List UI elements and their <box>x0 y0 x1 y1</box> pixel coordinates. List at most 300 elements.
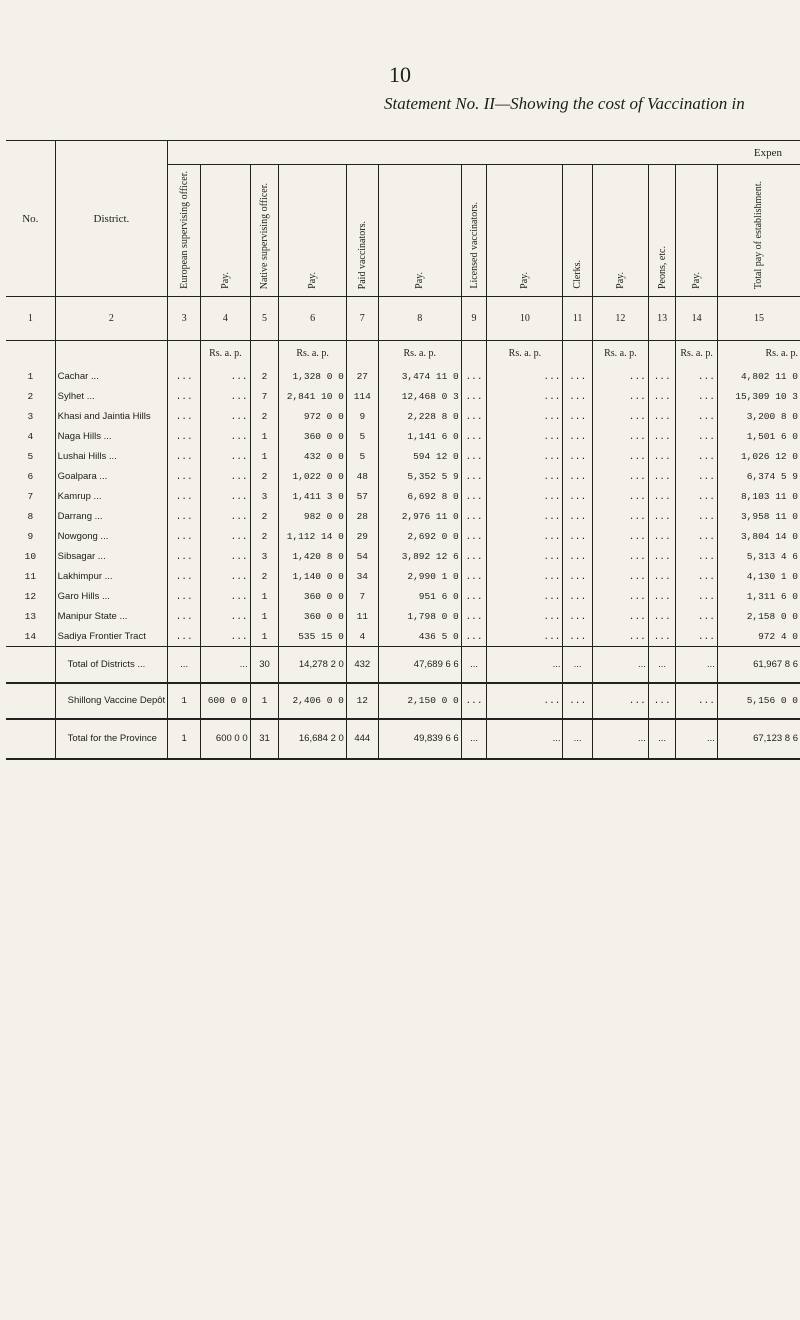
unit-label: Rs. a. p. <box>592 341 648 367</box>
column-heading-text: European supervising officer. <box>178 171 190 289</box>
cell-c12: ... <box>592 447 648 467</box>
district-name: Garo Hills ... <box>55 587 168 607</box>
unit-label: Rs. a. p. <box>201 341 251 367</box>
table-row <box>6 567 800 587</box>
table-row <box>6 607 800 627</box>
cell-c8: 1,141 6 0 <box>378 427 461 447</box>
cell-c3: ... <box>168 647 201 683</box>
column-heading <box>250 165 279 297</box>
cell-c8: 2,150 0 0 <box>378 683 461 719</box>
cell-c14: ... <box>676 407 718 427</box>
column-heading-text: Paid vaccinators. <box>356 220 368 289</box>
cell-c15: 61,967 8 6 <box>753 658 798 670</box>
column-number: 10 <box>487 297 563 341</box>
cell-c13: ... <box>648 447 675 467</box>
cell-c15: 3,958 11 0 <box>740 511 798 522</box>
column-number: 11 <box>563 297 592 341</box>
cell-c5: 1 <box>250 447 279 467</box>
cell-c7: 57 <box>346 487 378 507</box>
column-heading <box>487 165 563 297</box>
cell-c6: 14,278 2 0 <box>279 647 346 683</box>
cell-c11: ... <box>563 527 592 547</box>
cell-c6: 1,112 14 0 <box>279 527 346 547</box>
cell-c10: ... <box>487 387 563 407</box>
table-row <box>6 387 800 407</box>
column-heading-text: Pay. <box>414 272 426 289</box>
row-number: 6 <box>6 467 55 487</box>
table-row <box>6 527 800 547</box>
cell-c13: ... <box>648 719 675 759</box>
district-name: Total for the Province <box>55 719 168 759</box>
cell-c15: 1,026 12 0 <box>740 451 798 462</box>
cell-c12: ... <box>592 527 648 547</box>
cell-c12: ... <box>592 607 648 627</box>
cell-c11: ... <box>563 447 592 467</box>
cell-c15: 5,313 4 6 <box>746 551 798 562</box>
cell-c14: ... <box>676 427 718 447</box>
cell-c9: ... <box>461 387 487 407</box>
cell-c4: ... <box>201 527 251 547</box>
cell-c13: ... <box>648 567 675 587</box>
row-number: 9 <box>6 527 55 547</box>
cell-c15: 972 4 0 <box>758 630 798 642</box>
cell-c8: 2,692 0 0 <box>378 527 461 547</box>
cell-c12: ... <box>592 427 648 447</box>
cell-c8: 49,839 6 6 <box>378 719 461 759</box>
cell-c13: ... <box>648 467 675 487</box>
cell-c9: ... <box>461 547 487 567</box>
cell-c6: 1,140 0 0 <box>279 567 346 587</box>
column-number: 12 <box>592 297 648 341</box>
cell-c3: ... <box>168 607 201 627</box>
cell-c8: 2,976 11 0 <box>378 507 461 527</box>
cell-c14: ... <box>676 387 718 407</box>
cell-c6: 2,841 10 0 <box>279 387 346 407</box>
cell-c7: 11 <box>346 607 378 627</box>
cell-c7: 432 <box>346 647 378 683</box>
district-name: Khasi and Jaintia Hills <box>55 407 168 427</box>
cell-c4: ... <box>201 647 251 683</box>
district-name: Darrang ... <box>55 507 168 527</box>
cell-c6: 1,411 3 0 <box>279 487 346 507</box>
column-number: 5 <box>250 297 279 341</box>
cell-c7: 5 <box>346 427 378 447</box>
cell-c7: 48 <box>346 467 378 487</box>
cell-c14: ... <box>676 587 718 607</box>
column-heading <box>461 165 487 297</box>
cell-c5: 1 <box>250 607 279 627</box>
row-number: 3 <box>6 407 55 427</box>
cell-c3: ... <box>168 487 201 507</box>
cell-c10: ... <box>487 487 563 507</box>
cell-c8: 3,474 11 0 <box>378 367 461 387</box>
cell-c5: 1 <box>250 627 279 647</box>
total-province-row <box>6 719 800 759</box>
cell-c3: 1 <box>168 683 201 719</box>
cell-c12: ... <box>592 627 648 647</box>
column-heading <box>201 165 251 297</box>
column-heading-text: Licensed vaccinators. <box>468 202 480 289</box>
cell-c15: 6,374 5 9 <box>746 471 798 482</box>
cell-c3: ... <box>168 587 201 607</box>
cell-c3: ... <box>168 507 201 527</box>
column-number: 3 <box>168 297 201 341</box>
cell-c5: 2 <box>250 407 279 427</box>
column-number: 8 <box>378 297 461 341</box>
column-heading-text: Pay. <box>691 272 703 289</box>
cell-c9: ... <box>461 683 487 719</box>
vaccination-cost-table <box>6 140 800 760</box>
table-row <box>6 587 800 607</box>
cell-c4: ... <box>201 447 251 467</box>
cell-c12: ... <box>592 467 648 487</box>
column-number: 1 <box>6 297 55 341</box>
column-heading-text: Pay. <box>219 272 231 289</box>
column-heading <box>592 165 648 297</box>
cell-c6: 972 0 0 <box>279 407 346 427</box>
cell-c5: 2 <box>250 567 279 587</box>
row-number: 4 <box>6 427 55 447</box>
cell-c12: ... <box>592 387 648 407</box>
cell-c12: ... <box>592 547 648 567</box>
row-number: 8 <box>6 507 55 527</box>
cell-c13: ... <box>648 387 675 407</box>
cell-c7: 12 <box>346 683 378 719</box>
cell-c6: 16,684 2 0 <box>279 719 346 759</box>
cell-c13: ... <box>648 607 675 627</box>
cell-c8: 951 6 0 <box>378 587 461 607</box>
district-name: Total of Districts ... <box>55 647 168 683</box>
cell-c8: 2,228 8 0 <box>378 407 461 427</box>
cell-c15: 1,311 6 0 <box>746 591 798 602</box>
cell-c7: 28 <box>346 507 378 527</box>
cell-c9: ... <box>461 567 487 587</box>
row-number: 14 <box>6 627 55 647</box>
table-row <box>6 467 800 487</box>
cell-c12: ... <box>592 683 648 719</box>
column-number: 9 <box>461 297 487 341</box>
cell-c3: 1 <box>168 719 201 759</box>
statement-title: Statement No. II—Showing the cost of Vaccination in <box>384 94 745 113</box>
cell-c4: ... <box>201 387 251 407</box>
cell-c15: 5,156 0 0 <box>746 695 798 706</box>
cell-c7: 27 <box>346 367 378 387</box>
cell-c11: ... <box>563 683 592 719</box>
cell-c8: 5,352 5 9 <box>378 467 461 487</box>
units-row <box>6 341 800 367</box>
cell-c10: ... <box>487 527 563 547</box>
cell-c11: ... <box>563 487 592 507</box>
column-number: 4 <box>201 297 251 341</box>
header-group-expenditure: Expen <box>168 141 800 165</box>
district-name: Sibsagar ... <box>55 547 168 567</box>
cell-c8: 47,689 6 6 <box>378 647 461 683</box>
cell-c5: 2 <box>250 367 279 387</box>
unit-label: Rs. a. p. <box>765 348 798 360</box>
district-name: Nowgong ... <box>55 527 168 547</box>
column-heading <box>648 165 675 297</box>
district-name: Sylhet ... <box>55 387 168 407</box>
cell-c3: ... <box>168 467 201 487</box>
column-heading-text: Native supervising officer. <box>258 182 270 289</box>
cell-c11: ... <box>563 627 592 647</box>
cell-c9: ... <box>461 367 487 387</box>
cell-c3: ... <box>168 427 201 447</box>
cell-c4: 600 0 0 <box>201 683 251 719</box>
cell-c13: ... <box>648 527 675 547</box>
cell-c5: 2 <box>250 507 279 527</box>
unit-label: Rs. a. p. <box>487 341 563 367</box>
cell-c10: ... <box>487 407 563 427</box>
cell-c14: ... <box>676 367 718 387</box>
column-heading-text: Pay. <box>519 272 531 289</box>
cell-c3: ... <box>168 367 201 387</box>
cell-c9: ... <box>461 527 487 547</box>
cell-c6: 1,022 0 0 <box>279 467 346 487</box>
cell-c10: ... <box>487 467 563 487</box>
cell-c9: ... <box>461 467 487 487</box>
cell-c14: ... <box>676 719 718 759</box>
cell-c10: ... <box>487 567 563 587</box>
cell-c3: ... <box>168 387 201 407</box>
cell-c7: 34 <box>346 567 378 587</box>
cell-c13: ... <box>648 547 675 567</box>
column-heading-text: Peons, etc. <box>656 245 668 289</box>
table-row <box>6 367 800 387</box>
cell-c11: ... <box>563 367 592 387</box>
cell-c4: ... <box>201 487 251 507</box>
column-heading <box>717 165 800 297</box>
column-numbers-row <box>6 297 800 341</box>
cell-c5: 3 <box>250 487 279 507</box>
row-number: 13 <box>6 607 55 627</box>
cell-c14: ... <box>676 647 718 683</box>
row-number: 11 <box>6 567 55 587</box>
cell-c7: 9 <box>346 407 378 427</box>
column-heading <box>346 165 378 297</box>
cell-c14: ... <box>676 467 718 487</box>
cell-c5: 3 <box>250 547 279 567</box>
unit-label: Rs. a. p. <box>279 341 346 367</box>
cell-c5: 1 <box>250 587 279 607</box>
cell-c12: ... <box>592 407 648 427</box>
cell-c4: ... <box>201 567 251 587</box>
cell-c3: ... <box>168 407 201 427</box>
total-districts-row <box>6 647 800 683</box>
cell-c7: 29 <box>346 527 378 547</box>
cell-c11: ... <box>563 387 592 407</box>
column-heading-text: Pay. <box>614 272 626 289</box>
cell-c15: 3,804 14 0 <box>740 531 798 542</box>
cell-c10: ... <box>487 719 563 759</box>
cell-c11: ... <box>563 607 592 627</box>
cell-c15: 67,123 8 6 <box>753 733 798 744</box>
row-number <box>6 683 55 719</box>
cell-c9: ... <box>461 627 487 647</box>
cell-c13: ... <box>648 647 675 683</box>
column-heading <box>676 165 718 297</box>
cell-c15: 8,103 11 0 <box>740 491 798 502</box>
row-number: 10 <box>6 547 55 567</box>
cell-c4: ... <box>201 627 251 647</box>
column-number: 6 <box>279 297 346 341</box>
district-name: Cachar ... <box>55 367 168 387</box>
cell-c5: 31 <box>250 719 279 759</box>
cell-c11: ... <box>563 587 592 607</box>
cell-c9: ... <box>461 719 487 759</box>
cell-c11: ... <box>563 407 592 427</box>
cell-c10: ... <box>487 427 563 447</box>
column-heading-text: Clerks. <box>572 260 584 289</box>
cell-c5: 2 <box>250 467 279 487</box>
row-number: 12 <box>6 587 55 607</box>
cell-c13: ... <box>648 407 675 427</box>
cell-c10: ... <box>487 627 563 647</box>
cell-c7: 54 <box>346 547 378 567</box>
cell-c9: ... <box>461 447 487 467</box>
column-heading-text: Total pay of establishment. <box>753 180 765 289</box>
cell-c11: ... <box>563 719 592 759</box>
cell-c4: ... <box>201 407 251 427</box>
cell-c10: ... <box>487 547 563 567</box>
cell-c3: ... <box>168 547 201 567</box>
cell-c5: 7 <box>250 387 279 407</box>
cell-c9: ... <box>461 507 487 527</box>
district-name: Kamrup ... <box>55 487 168 507</box>
cell-c3: ... <box>168 447 201 467</box>
cell-c3: ... <box>168 627 201 647</box>
table-row <box>6 507 800 527</box>
cell-c4: ... <box>201 427 251 447</box>
cell-c13: ... <box>648 683 675 719</box>
cell-c8: 12,468 0 3 <box>378 387 461 407</box>
cell-c4: ... <box>201 507 251 527</box>
table-row <box>6 447 800 467</box>
cell-c14: ... <box>676 447 718 467</box>
cell-c14: ... <box>676 507 718 527</box>
row-number <box>6 719 55 759</box>
cell-c5: 1 <box>250 427 279 447</box>
cell-c8: 436 5 0 <box>378 627 461 647</box>
row-number: 2 <box>6 387 55 407</box>
cell-c12: ... <box>592 507 648 527</box>
cell-c11: ... <box>563 547 592 567</box>
cell-c11: ... <box>563 507 592 527</box>
district-name: Shillong Vaccine Depôt <box>55 683 168 719</box>
cell-c15: 3,200 8 0 <box>746 411 798 422</box>
cell-c14: ... <box>676 607 718 627</box>
cell-c8: 6,692 8 0 <box>378 487 461 507</box>
cell-c12: ... <box>592 567 648 587</box>
district-name: Goalpara ... <box>55 467 168 487</box>
cell-c3: ... <box>168 567 201 587</box>
cell-c6: 360 0 0 <box>279 427 346 447</box>
column-number: 14 <box>676 297 718 341</box>
cell-c8: 594 12 0 <box>378 447 461 467</box>
cell-c11: ... <box>563 647 592 683</box>
cell-c13: ... <box>648 427 675 447</box>
cell-c6: 360 0 0 <box>279 587 346 607</box>
cell-c9: ... <box>461 407 487 427</box>
cell-c14: ... <box>676 627 718 647</box>
column-number: 7 <box>346 297 378 341</box>
cell-c9: ... <box>461 607 487 627</box>
table-row <box>6 427 800 447</box>
column-number: 2 <box>55 297 168 341</box>
district-name: Manipur State ... <box>55 607 168 627</box>
row-number: 7 <box>6 487 55 507</box>
cell-c14: ... <box>676 547 718 567</box>
row-number <box>6 647 55 683</box>
district-name: Lushai Hills ... <box>55 447 168 467</box>
cell-c5: 1 <box>250 683 279 719</box>
cell-c15: 2,158 0 0 <box>746 611 798 622</box>
cell-c9: ... <box>461 487 487 507</box>
cell-c14: ... <box>676 487 718 507</box>
header-no: No. <box>6 141 55 297</box>
table-row <box>6 487 800 507</box>
cell-c10: ... <box>487 607 563 627</box>
district-name: Sadiya Frontier Tract <box>55 627 168 647</box>
table-row <box>6 627 800 647</box>
cell-c8: 3,892 12 6 <box>378 547 461 567</box>
unit-label: Rs. a. p. <box>378 341 461 367</box>
cell-c4: ... <box>201 467 251 487</box>
cell-c7: 5 <box>346 447 378 467</box>
header-district: District. <box>55 141 168 297</box>
cell-c12: ... <box>592 647 648 683</box>
cell-c15: 4,130 1 0 <box>746 571 798 582</box>
cell-c6: 1,420 8 0 <box>279 547 346 567</box>
cell-c13: ... <box>648 487 675 507</box>
cell-c15: 15,309 10 3 <box>735 391 798 402</box>
page-number: 10 <box>389 62 411 87</box>
column-heading <box>563 165 592 297</box>
cell-c7: 4 <box>346 627 378 647</box>
cell-c12: ... <box>592 587 648 607</box>
cell-c11: ... <box>563 467 592 487</box>
cell-c6: 2,406 0 0 <box>279 683 346 719</box>
cell-c10: ... <box>487 507 563 527</box>
cell-c13: ... <box>648 507 675 527</box>
table-row <box>6 407 800 427</box>
cell-c4: ... <box>201 587 251 607</box>
unit-label: Rs. a. p. <box>676 341 718 367</box>
cell-c10: ... <box>487 683 563 719</box>
cell-c11: ... <box>563 567 592 587</box>
cell-c7: 444 <box>346 719 378 759</box>
column-heading <box>279 165 346 297</box>
cell-c6: 982 0 0 <box>279 507 346 527</box>
cell-c10: ... <box>487 647 563 683</box>
column-heading <box>378 165 461 297</box>
cell-c14: ... <box>676 683 718 719</box>
cell-c10: ... <box>487 587 563 607</box>
cell-c9: ... <box>461 427 487 447</box>
table-row <box>6 547 800 567</box>
cell-c5: 30 <box>250 647 279 683</box>
cell-c8: 1,798 0 0 <box>378 607 461 627</box>
cell-c14: ... <box>676 567 718 587</box>
cell-c9: ... <box>461 587 487 607</box>
cell-c7: 7 <box>346 587 378 607</box>
cell-c7: 114 <box>346 387 378 407</box>
column-heading-text: Pay. <box>307 272 319 289</box>
cell-c12: ... <box>592 719 648 759</box>
cell-c4: ... <box>201 607 251 627</box>
cell-c8: 2,990 1 0 <box>378 567 461 587</box>
cell-c13: ... <box>648 587 675 607</box>
